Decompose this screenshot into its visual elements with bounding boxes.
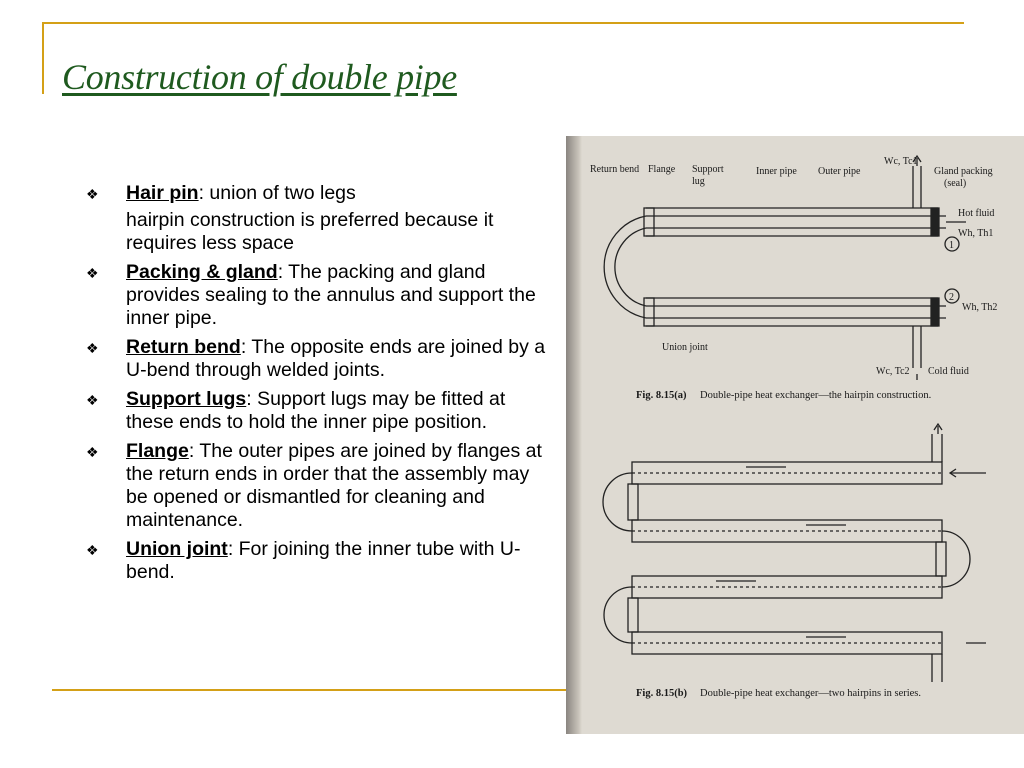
heat-exchanger-diagram <box>566 136 1024 734</box>
bullet-item <box>86 336 546 382</box>
bullet-subtext: hairpin construction is preferred because it requires less space <box>126 209 494 254</box>
bullet-list <box>86 182 546 590</box>
bullet-item <box>86 182 546 205</box>
label-flange: Flange <box>648 164 676 175</box>
bullet-desc: : Support lugs may be fitted at these ends to hold the inner pipe position. <box>126 388 506 433</box>
diamond-bullet-icon: ❖ <box>86 265 99 281</box>
label-return-bend: Return bend <box>590 164 640 175</box>
label-inner-pipe: Inner pipe <box>756 166 797 177</box>
circle-2-label: 2 <box>949 292 954 303</box>
figure-b-caption-text: Double-pipe heat exchanger—two hairpins in series. <box>700 688 922 699</box>
bullet-desc: : The opposite ends are joined by a U-bend through welded joints. <box>126 336 546 381</box>
label-gland-packing: Gland packing <box>934 166 993 177</box>
figure-b-drawing <box>603 424 986 682</box>
label-wc-tc1: Wc, Tc1 <box>884 156 918 167</box>
top-rule <box>42 22 964 24</box>
figure-a-drawing <box>604 156 966 380</box>
bullet-item <box>86 538 546 584</box>
label-wc-tc2: Wc, Tc2 <box>876 366 910 377</box>
diamond-bullet-icon: ❖ <box>86 340 99 356</box>
circle-1-label: 1 <box>949 240 954 251</box>
bullet-desc: : union of two legs <box>198 182 356 204</box>
label-lug: lug <box>692 176 705 187</box>
label-outer-pipe: Outer pipe <box>818 166 861 177</box>
bullet-term: Support lugs <box>126 388 247 410</box>
label-wh-th2: Wh, Th2 <box>962 302 998 313</box>
bullet-term: Return bend <box>126 336 241 358</box>
figure-b-caption-number: Fig. 8.15(b) <box>636 688 688 699</box>
diamond-bullet-icon: ❖ <box>86 392 99 408</box>
label-cold-fluid: Cold fluid <box>928 366 969 377</box>
bullet-desc: : For joining the inner tube with U-bend. <box>126 538 521 583</box>
bottom-rule <box>52 689 572 691</box>
label-seal: (seal) <box>944 178 967 189</box>
bullet-term: Flange <box>126 440 189 462</box>
diamond-bullet-icon: ❖ <box>86 444 99 460</box>
left-accent-rule <box>42 22 44 94</box>
label-wh-th1: Wh, Th1 <box>958 228 994 239</box>
bullet-item <box>86 261 546 330</box>
bullet-desc: : The outer pipes are joined by flanges at the return ends in order that the assembly may be opened or dismantled for cleaning and maintenance. <box>126 440 542 531</box>
figure-a-caption-text: Double-pipe heat exchanger—the hairpin construction. <box>700 390 932 401</box>
bullet-item <box>86 440 546 532</box>
label-union-joint: Union joint <box>662 342 708 353</box>
bullet-term: Union joint <box>126 538 228 560</box>
slide-title: Construction of double pipe <box>62 57 457 97</box>
scanned-figure <box>566 136 1024 734</box>
bullet-term: Packing & gland <box>126 261 278 283</box>
diamond-bullet-icon: ❖ <box>86 542 99 558</box>
label-support: Support <box>692 164 724 175</box>
label-hot-fluid: Hot fluid <box>958 208 995 219</box>
bullet-item <box>86 388 546 434</box>
figure-a-caption-number: Fig. 8.15(a) <box>636 390 687 401</box>
diamond-bullet-icon: ❖ <box>86 186 99 202</box>
bullet-desc: : The packing and gland provides sealing to the annulus and support the inner pipe. <box>126 261 536 329</box>
bullet-term: Hair pin <box>126 182 199 204</box>
